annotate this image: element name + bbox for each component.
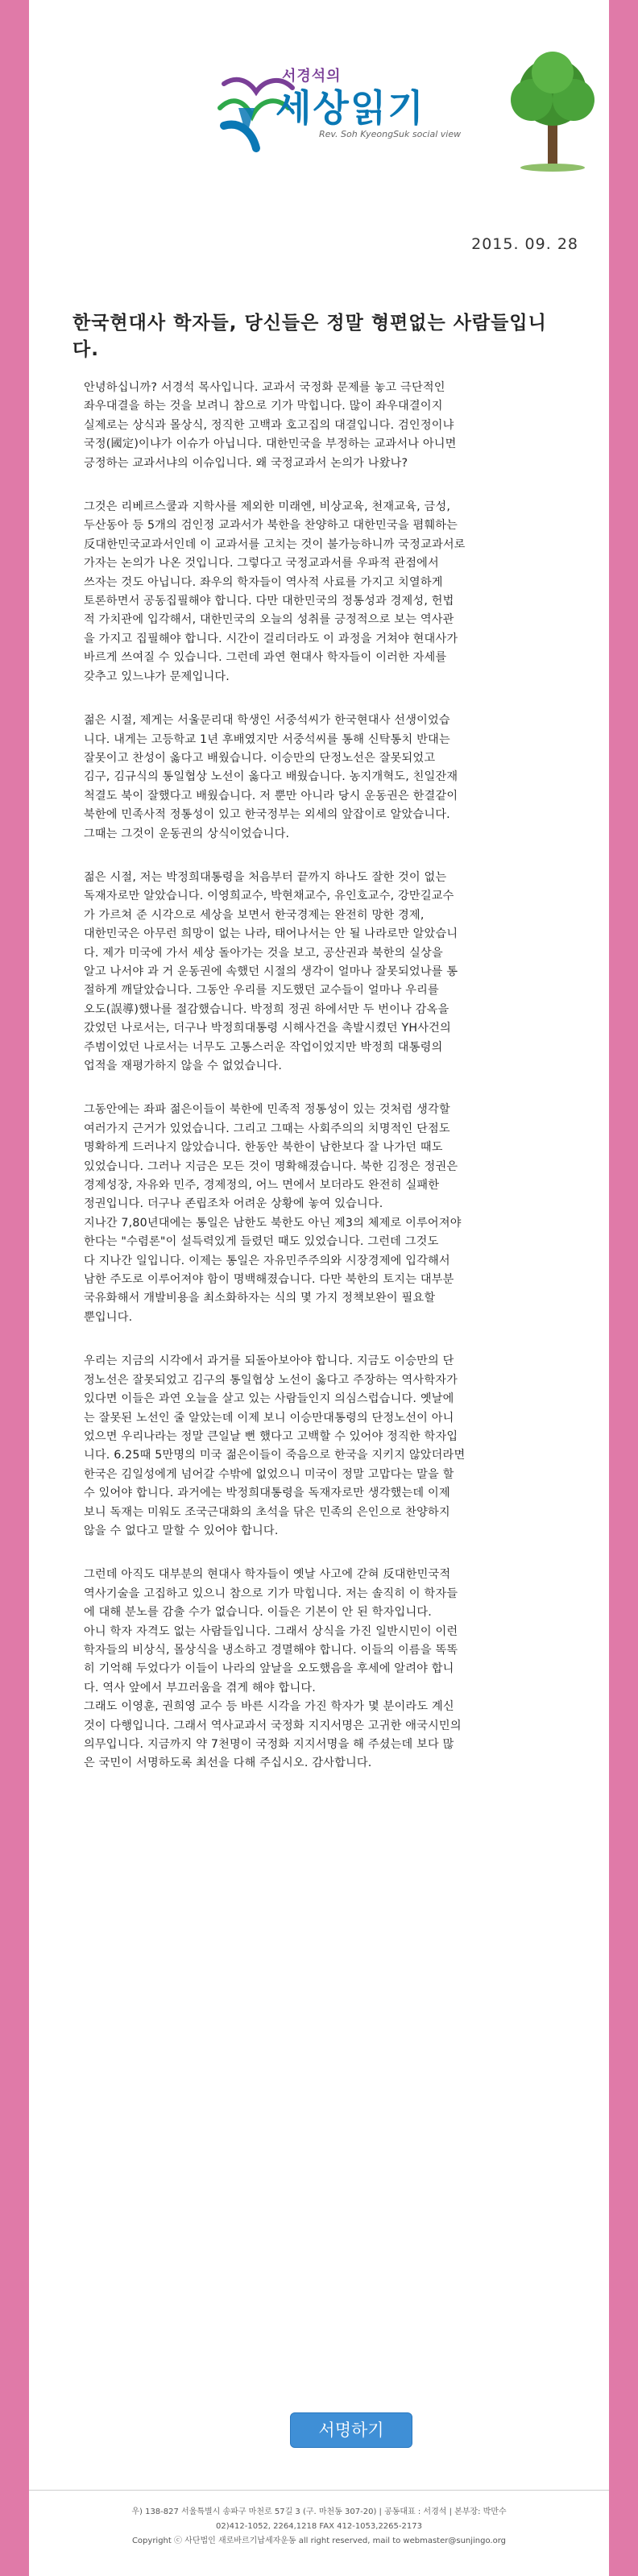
sign-petition-button[interactable]: 서명하기 xyxy=(290,2412,412,2448)
footer xyxy=(29,2490,609,2549)
article-paragraph: 안녕하십니까? 서경석 목사입니다. 교과서 국정화 문제를 놓고 극단적인 좌우대결을 하는 것을 보려니 참으로 기가 막힙니다. 많이 좌우대결이지 실제로는 상식과 몰상식, 정직한 고백과 호고집의 대결입니다. 검인정이냐 국정(國定)이냐가 이슈가 아닙니다. 대한민국을 부정하는 교과서나 아니면 긍정하는 교과서냐의 이슈입니다. 왜 국정교과서 논의가 나왔나? xyxy=(84,381,457,470)
logo xyxy=(208,60,466,156)
footer-copyright: Copyright ⓒ 사단법인 새로바르기납세자운동 all right reserved, mail to webmaster@sunjingo.org xyxy=(131,2537,507,2545)
article-body xyxy=(84,379,564,1798)
article-paragraph: 그런데 아직도 대부분의 현대사 학자들이 옛날 사고에 갇혀 反대한민국적 역사기술을 고집하고 있으니 참으로 기가 막힙니다. 저는 솔직히 이 학자들 에 대해 분노를 감출 수가 없습니다. 이들은 기본이 안 된 학자입니다. 아니 학자 자격도 없는 사람들입니다. 그래서 상식을 가진 일반시민이 이런 학자들의 비상식, 몰상식을 냉소하고 경멸해야 합니다. 이들의 이름을 똑똑 히 기억해 두었다가 이들이 나라의 앞날을 오도했음을 후세에 알려야 합니 다. 역사 앞에서 부끄러움을 겪게 해야 합니다. 그래도 이영훈, 권희영 교수 등 바른 시각을 가진 학자가 몇 분이라도 계신 것이 다행입니다. 그래서 역사교과서 국정화 지지서명은 고귀한 애국시민의 의무입니다. 지금까지 약 7천명이 국정화 지지서명을 해 주셨는데 보다 많 은 국민이 서명하도록 최선을 다해 주십시오. 감사합니다. xyxy=(84,1568,462,1770)
article-paragraph: 우리는 지금의 시각에서 과거를 되돌아보아야 합니다. 지금도 이승만의 단 정노선은 잘못되었고 김구의 통일협상 노선이 옳다고 주장하는 역사학자가 있다면 이들은 과연 오늘을 살고 있는 사람들인지 의심스럽습니다. 옛날에 는 잘못된 노선인 줄 알았는데 이제 보니 이승만대통령의 단정노선이 아니 었으면 우리나라는 정말 큰일날 뻔 했다고 고백할 수 있어야 정직한 학자입 니다. 6.25때 5만명의 미국 젊은이들이 죽음으로 한국을 지키지 않았더라면 한국은 김일성에게 넘어갈 수밖에 없었으니 미국이 정말 고맙다는 말을 할 수 있어야 합니다. 과거에는 박정희대통령을 독재자로만 생각했는데 이제 보니 독재는 미워도 조국근대화의 초석을 닦은 민족의 은인으로 찬양하지 않을 수 없다고 말할 수 있어야 합니다. xyxy=(84,1354,466,1537)
article-title: 한국현대사 학자들, 당신들은 정말 형편없는 사람들입니다. xyxy=(72,313,547,360)
newsletter-paper xyxy=(29,0,609,2576)
footer-phone: 02)412-1052, 2264,1218 FAX 412-1053,2265-2173 xyxy=(216,2522,422,2531)
tree-icon xyxy=(504,44,601,172)
article-paragraph: 젊은 시절, 제게는 서울문리대 학생인 서중석씨가 한국현대사 선생이었습 니다. 내게는 고등학교 1년 후배였지만 서중석씨를 통해 신탁통치 반대는 잘못이고 찬성이 옳다고 배웠습니다. 이승만의 단정노선은 잘못되었고 김구, 김규식의 통일협상 노선이 옳다고 배웠습니다. 농지개혁도, 친일잔재 척결도 북이 잘했다고 배웠습니다. 저 뿐만 아니라 당시 운동권은 한결같이 북한에 민족사적 정통성이 있고 한국정부는 외세의 앞잡이로 알았습니다. 그때는 그것이 운동권의 상식이었습니다. xyxy=(84,714,458,840)
header xyxy=(29,0,609,253)
logo-title: 세상읽기 xyxy=(276,86,425,130)
article-paragraph: 그것은 리베르스쿨과 지학사를 제외한 미래엔, 비상교육, 천재교육, 금성, 두산동아 등 5개의 검인정 교과서가 북한을 찬양하고 대한민국을 폄훼하는 反대한민국교과서인데 이 교과서를 고치는 것이 불가능하니까 국정교과서로 가자는 논의가 나온 것입니다. 그렇다고 국정교과서를 우파적 관점에서 쓰자는 것도 아닙니다. 좌우의 학자들이 역사적 사료를 가지고 치열하게 토론하면서 공동집필해야 합니다. 다만 대한민국의 정통성과 경제성, 헌법 적 가치관에 입각해서, 대한민국의 오늘의 성취를 긍정적으로 보는 역사관 을 가지고 집필해야 합니다. 시간이 걸리더라도 이 과정을 거쳐야 현대사가 바르게 쓰여질 수 있습니다. 그런데 과연 현대사 학자들이 이러한 자세를 갖추고 있느냐가 문제입니다. xyxy=(84,500,466,683)
logo-english: Rev. Soh KyeongSuk social view xyxy=(319,129,462,139)
issue-date: 2015. 09. 28 xyxy=(471,235,578,253)
article-paragraph: 젊은 시절, 저는 박정희대통령을 처음부터 끝까지 하나도 잘한 것이 없는 독재자로만 알았습니다. 이영희교수, 박현채교수, 유인호교수, 강만길교수 가 가르쳐 준 시각으로 세상을 보면서 한국경제는 완전히 망한 경제, 대한민국은 아무런 희망이 없는 나라, 태어나서는 안 될 나라로만 알았습니 다. 제가 미국에 가서 세상 돌아가는 것을 보고, 공산권과 북한의 실상을 알고 나서야 과 거 운동권에 속했던 시절의 생각이 얼마나 잘못되었나를 통 절하게 깨달았습니다. 그동안 우리를 지도했던 교수들이 얼마나 우리를 오도(誤導)했나를 절감했습니다. 박정희 정권 하에서만 두 번이나 감옥을 갔었던 나로서는, 더구나 박정희대통령 시해사건을 촉발시켰던 YH사건의 주범이었던 나로서는 너무도 고통스러운 작업이었지만 박정희 대통령의 업적을 재평가하지 않을 수 없었습니다. xyxy=(84,870,458,1072)
logo-subtitle: 서경석의 xyxy=(282,68,342,85)
footer-address: 우) 138-827 서울특별시 송파구 마천로 57길 3 (구. 마천동 307-20) | 공동대표 : 서경석 | 본부장: 박만수 xyxy=(131,2508,507,2516)
article-paragraph: 그동안에는 좌파 젊은이들이 북한에 민족적 정통성이 있는 것처럼 생각할 여러가지 근거가 있었습니다. 그리고 그때는 사회주의의 치명적인 단점도 명확하게 드러나지 않았습니다. 한동안 북한이 남한보다 잘 나가던 때도 있었습니다. 그러나 지금은 모든 것이 명확해졌습니다. 북한 김정은 정권은 경제성장, 자유와 민주, 경제정의, 어느 면에서 보더라도 완전히 실패한 정권입니다. 더구나 존립조차 어려운 상황에 놓여 있습니다. 지나간 7,80년대에는 통일은 남한도 북한도 아닌 제3의 체제로 이루어져야 한다는 "수렴론"이 설득력있게 들렸던 때도 있었습니다. 그런데 그것도 다 지나간 일입니다. 이제는 통일은 자유민주주의와 시장경제에 입각해서 남한 주도로 이루어져야 함이 명백해졌습니다. 다만 북한의 토지는 대부분 국유화해서 개발비용을 최소화하자는 식의 몇 가지 정책보완이 필요할 뿐입니다. xyxy=(84,1103,462,1324)
